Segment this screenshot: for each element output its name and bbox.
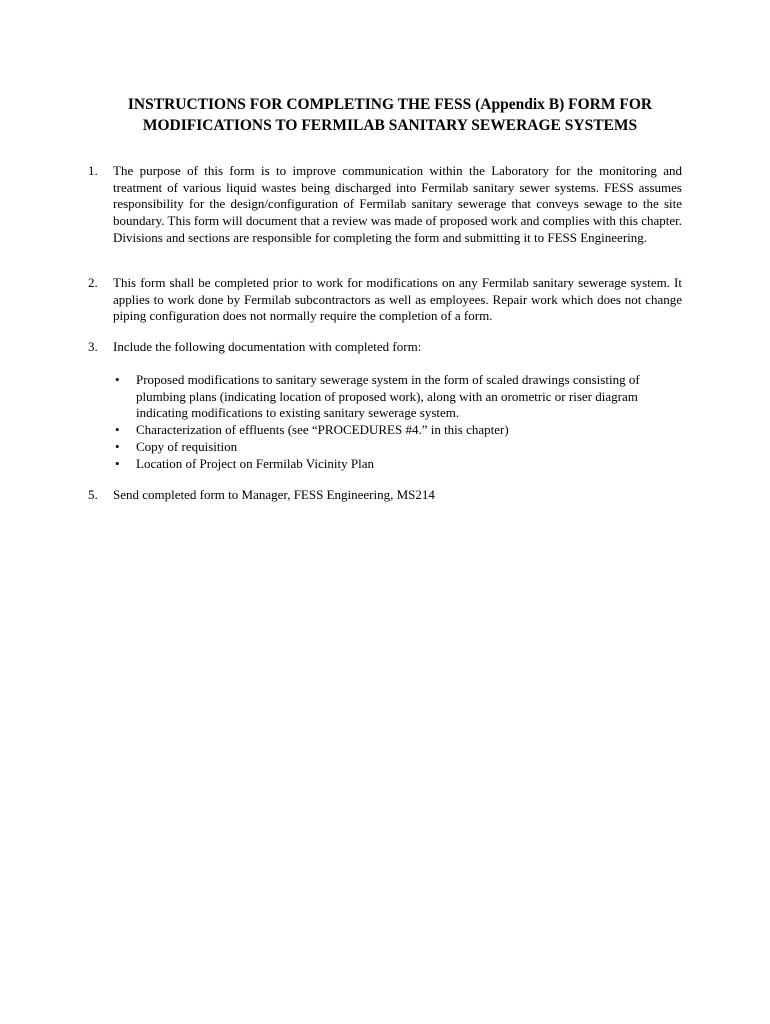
- instruction-item-2: [88, 275, 682, 325]
- instruction-item-1: [88, 163, 682, 247]
- document-title: [90, 94, 690, 136]
- instruction-item-5: [88, 487, 682, 504]
- item-number: 5.: [88, 487, 98, 502]
- bullet-icon: •: [115, 372, 120, 387]
- list-item: [113, 422, 682, 439]
- list-item: [113, 372, 682, 422]
- list-item-text: Copy of requisition: [136, 438, 238, 454]
- title-line-1: INSTRUCTIONS FOR COMPLETING THE FESS (Appendix B) FORM FOR: [127, 96, 653, 113]
- bullet-icon: •: [115, 455, 120, 471]
- item-text: Include the following documentation with completed form:: [113, 339, 422, 354]
- item-number: 2.: [88, 275, 98, 290]
- bullet-icon: •: [115, 422, 120, 438]
- item-number: 3.: [88, 339, 98, 354]
- documentation-list: [113, 372, 682, 472]
- item-text: The purpose of this form is to improve communication within the Laboratory for the monitoring and treatment of various liquid wastes being discharged into Fermilab sanitary sewer systems. FESS assumes responsibility for the design/configuration of Fermilab sanitary sewerage that conveys sewage to the site boundary. This form will document that a review was made of proposed work and complies with this chapter. Divisions and sections are responsible for completing the form and submitting it to FESS Engineering.: [113, 163, 682, 245]
- item-number: 1.: [88, 163, 98, 178]
- bullet-icon: •: [115, 438, 120, 454]
- list-item-text: Location of Project on Fermilab Vicinity Plan: [136, 455, 374, 471]
- list-item-text: Proposed modifications to sanitary sewerage system in the form of scaled drawings consisting of plumbing plans (indicating location of proposed work), along with an orometric or riser diagram indicating modifications to existing sanitary sewerage system.: [136, 372, 640, 421]
- instruction-item-3: [88, 339, 682, 356]
- item-text: Send completed form to Manager, FESS Engineering, MS214: [113, 487, 435, 502]
- list-item-text: Characterization of effluents (see “PROCEDURES #4.” in this chapter): [136, 422, 509, 438]
- list-item: [113, 439, 682, 456]
- title-line-2: MODIFICATIONS TO FERMILAB SANITARY SEWERAGE SYSTEMS: [142, 117, 638, 134]
- item-text: This form shall be completed prior to work for modifications on any Fermilab sanitary sewerage system. It applies to work done by Fermilab subcontractors as well as employees. Repair work which does not change piping configuration does not normally require the completion of a form.: [113, 275, 682, 324]
- list-item: [113, 456, 682, 473]
